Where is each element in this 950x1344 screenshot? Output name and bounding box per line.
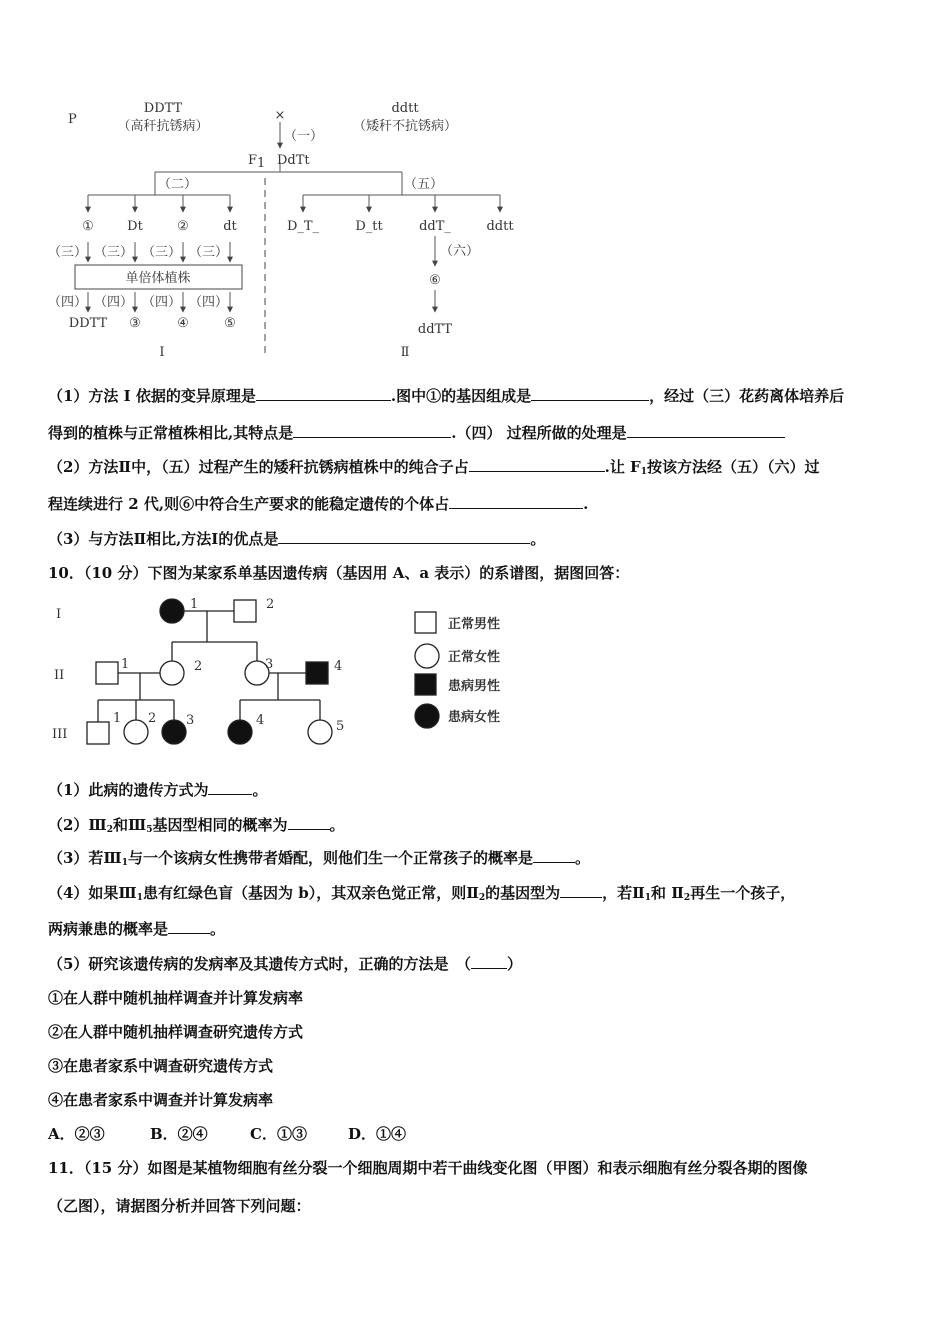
pedigree-i1-affected-female — [160, 599, 184, 623]
parent-left-trait: （高秆抗锈病） — [117, 119, 209, 134]
pedigree-ii2-normal-female — [160, 661, 184, 685]
answer-blank[interactable] — [168, 919, 210, 934]
q9-part1-line2: 得到的植株与正常植株相比,其特点是 .（四） 过程所做的处理是 — [48, 423, 785, 443]
parent-right-genotype: ddtt — [391, 101, 419, 116]
q10-part2: $(2)Ⅲ_2$和$Ⅲ_5$基因型相同的概率为 。 — [48, 816, 345, 835]
f2-group-2: D_tt — [355, 219, 383, 234]
answer-blank[interactable] — [627, 423, 785, 438]
option-d[interactable]: D．①④ — [348, 1125, 407, 1143]
result-ddtt: DDTT — [68, 316, 108, 331]
num-ii1: 1 — [121, 657, 130, 672]
q10-item-4: ④在患者家系中调查并计算发病率 — [48, 1091, 274, 1109]
gen-label-ii: II — [54, 668, 65, 683]
legend-affected-female-symbol — [415, 704, 439, 728]
q10-item-2: ②在人群中随机抽样调查研究遗传方式 — [48, 1023, 304, 1041]
q11-header-line2: （乙图），请据图分析并回答下列问题： — [48, 1197, 311, 1215]
answer-blank[interactable] — [469, 457, 605, 472]
q11-header: 11．（15 分）如图是某植物细胞有丝分裂一个细胞周期中若干曲线变化图（甲图）和表示细胞有丝分裂各期的图像 — [48, 1159, 808, 1177]
q10-item-1: ①在人群中随机抽样调查并计算发病率 — [48, 989, 304, 1007]
num-iii4: 4 — [256, 713, 265, 728]
haploid-box-label: 单倍体植株 — [125, 271, 191, 286]
answer-blank[interactable] — [208, 780, 252, 795]
gamete-2: ② — [177, 219, 189, 234]
pedigree-chart — [0, 590, 560, 760]
circle-6: ⑥ — [429, 273, 441, 288]
final-ddtt: ddTT — [417, 322, 453, 337]
cross-symbol: × — [274, 108, 286, 123]
q10-part1: （1）此病的遗传方式为 。 — [48, 781, 268, 799]
legend-affected-female: 患病女性 — [448, 710, 501, 725]
answer-blank[interactable] — [531, 386, 649, 401]
answer-blank[interactable] — [293, 423, 451, 438]
label-f1: F — [248, 153, 258, 168]
num-ii3: 3 — [265, 657, 274, 672]
pedigree-iii3-affected-female — [162, 720, 186, 744]
f2-group-3: ddT_ — [419, 219, 451, 234]
q9-part2-line2: 程连续进行 2 代,则⑥中符合生产要求的能稳定遗传的个体占 . — [48, 495, 589, 513]
num-iii1: 1 — [113, 711, 122, 726]
step-4-d: （四） — [189, 295, 229, 310]
breeding-diagram — [0, 0, 950, 370]
num-iii3: 3 — [186, 713, 195, 728]
pedigree-iii5-normal-female — [308, 720, 332, 744]
method-ii-label: Ⅱ — [400, 345, 410, 360]
legend-affected-male-symbol — [415, 674, 436, 695]
gamete-dt-upper: Dt — [127, 219, 143, 234]
step-4-a: （四） — [48, 295, 88, 310]
legend-normal-female: 正常女性 — [448, 650, 501, 665]
step-2-label: （二） — [158, 177, 198, 192]
q10-part5: （5）研究该遗传病的发病率及其遗传方式时，正确的方法是 （ ） — [48, 955, 522, 973]
q9-part1-line1: （1）方法 I 依据的变异原理是 .图中①的基因组成是 ，经过（三）花药离体培养后 — [48, 387, 845, 405]
step-3-c: （三） — [142, 245, 182, 260]
f2-group-4: ddtt — [486, 219, 514, 234]
method-i-label: I — [159, 345, 165, 360]
step-3-d: （三） — [189, 245, 229, 260]
answer-blank[interactable] — [449, 494, 583, 509]
num-iii2: 2 — [148, 711, 157, 726]
q10-part4-line2: 两病兼患的概率是 。 — [48, 920, 226, 938]
f2-group-1: D_T_ — [286, 219, 320, 234]
pedigree-iii2-normal-female — [124, 720, 148, 744]
answer-blank[interactable] — [288, 815, 330, 830]
result-4: ④ — [177, 316, 189, 331]
num-i2: 2 — [266, 597, 275, 612]
q10-header: 10．（10 分）下图为某家系单基因遗传病（基因用 A、a 表示）的系谱图，据图回答： — [48, 564, 630, 582]
legend-normal-male-symbol — [415, 612, 436, 633]
step-3-a: （三） — [48, 245, 88, 260]
step-4-b: （四） — [94, 295, 134, 310]
option-c[interactable]: C．①③ — [250, 1125, 307, 1143]
q10-item-3: ③在患者家系中调查研究遗传方式 — [48, 1057, 274, 1075]
gamete-dt-lower: dt — [223, 219, 237, 234]
pedigree-ii4-affected-male — [306, 662, 328, 684]
q10-options — [48, 1124, 406, 1144]
q9-part2-line1: （2）方法Ⅱ中，（五）过程产生的矮秆抗锈病植株中的纯合子占 .让 $F_1$按该方法经（五）（六）过 — [48, 458, 820, 477]
parent-left-genotype: DDTT — [143, 101, 183, 116]
q10-part4-line1: （4）如果$Ⅲ_1$患有红绿色盲（基因为 b），其双亲色觉正常，则$Ⅱ_2$的基因型为 ，若$Ⅱ_1$和 $Ⅱ_2$再生一个孩子， — [48, 884, 796, 903]
f1-genotype: DdTt — [277, 153, 310, 168]
num-ii2: 2 — [194, 659, 203, 674]
num-ii4: 4 — [334, 659, 343, 674]
step-1-label: （一） — [284, 129, 324, 144]
q10-part3: （3）若$Ⅲ_1$与一个该病女性携带者婚配，则他们生一个正常孩子的概率是 。 — [48, 849, 591, 868]
step-6-label: （六） — [440, 244, 480, 259]
answer-blank[interactable] — [256, 386, 391, 401]
option-b[interactable]: B．②④ — [150, 1125, 208, 1143]
result-5: ⑤ — [224, 316, 236, 331]
pedigree-ii1-normal-male — [96, 662, 118, 684]
label-f1-sub: 1 — [257, 156, 266, 171]
result-3: ③ — [129, 316, 141, 331]
legend-normal-female-symbol — [415, 644, 439, 668]
label-p: P — [68, 112, 77, 127]
answer-blank[interactable] — [533, 848, 575, 863]
gen-label-i: I — [56, 607, 62, 622]
step-5-label: （五） — [404, 177, 444, 192]
gamete-1: ① — [82, 219, 94, 234]
answer-blank[interactable] — [560, 883, 602, 898]
pedigree-i2-normal-male — [234, 600, 256, 622]
q9-part3: （3）与方法Ⅱ相比,方法Ⅰ的优点是 。 — [48, 530, 546, 548]
pedigree-iii1-normal-male — [87, 722, 109, 744]
num-i1: 1 — [190, 597, 199, 612]
parent-right-trait: （矮秆不抗锈病） — [352, 119, 458, 134]
gen-label-iii: III — [52, 727, 68, 742]
pedigree-iii4-affected-female — [228, 720, 252, 744]
step-4-c: （四） — [142, 295, 182, 310]
option-a[interactable]: A．②③ — [48, 1125, 105, 1143]
legend-normal-male: 正常男性 — [448, 617, 501, 632]
legend-affected-male: 患病男性 — [448, 679, 501, 694]
answer-blank[interactable] — [278, 529, 530, 544]
step-3-b: （三） — [94, 245, 134, 260]
num-iii5: 5 — [336, 719, 345, 734]
answer-blank[interactable] — [471, 954, 507, 969]
